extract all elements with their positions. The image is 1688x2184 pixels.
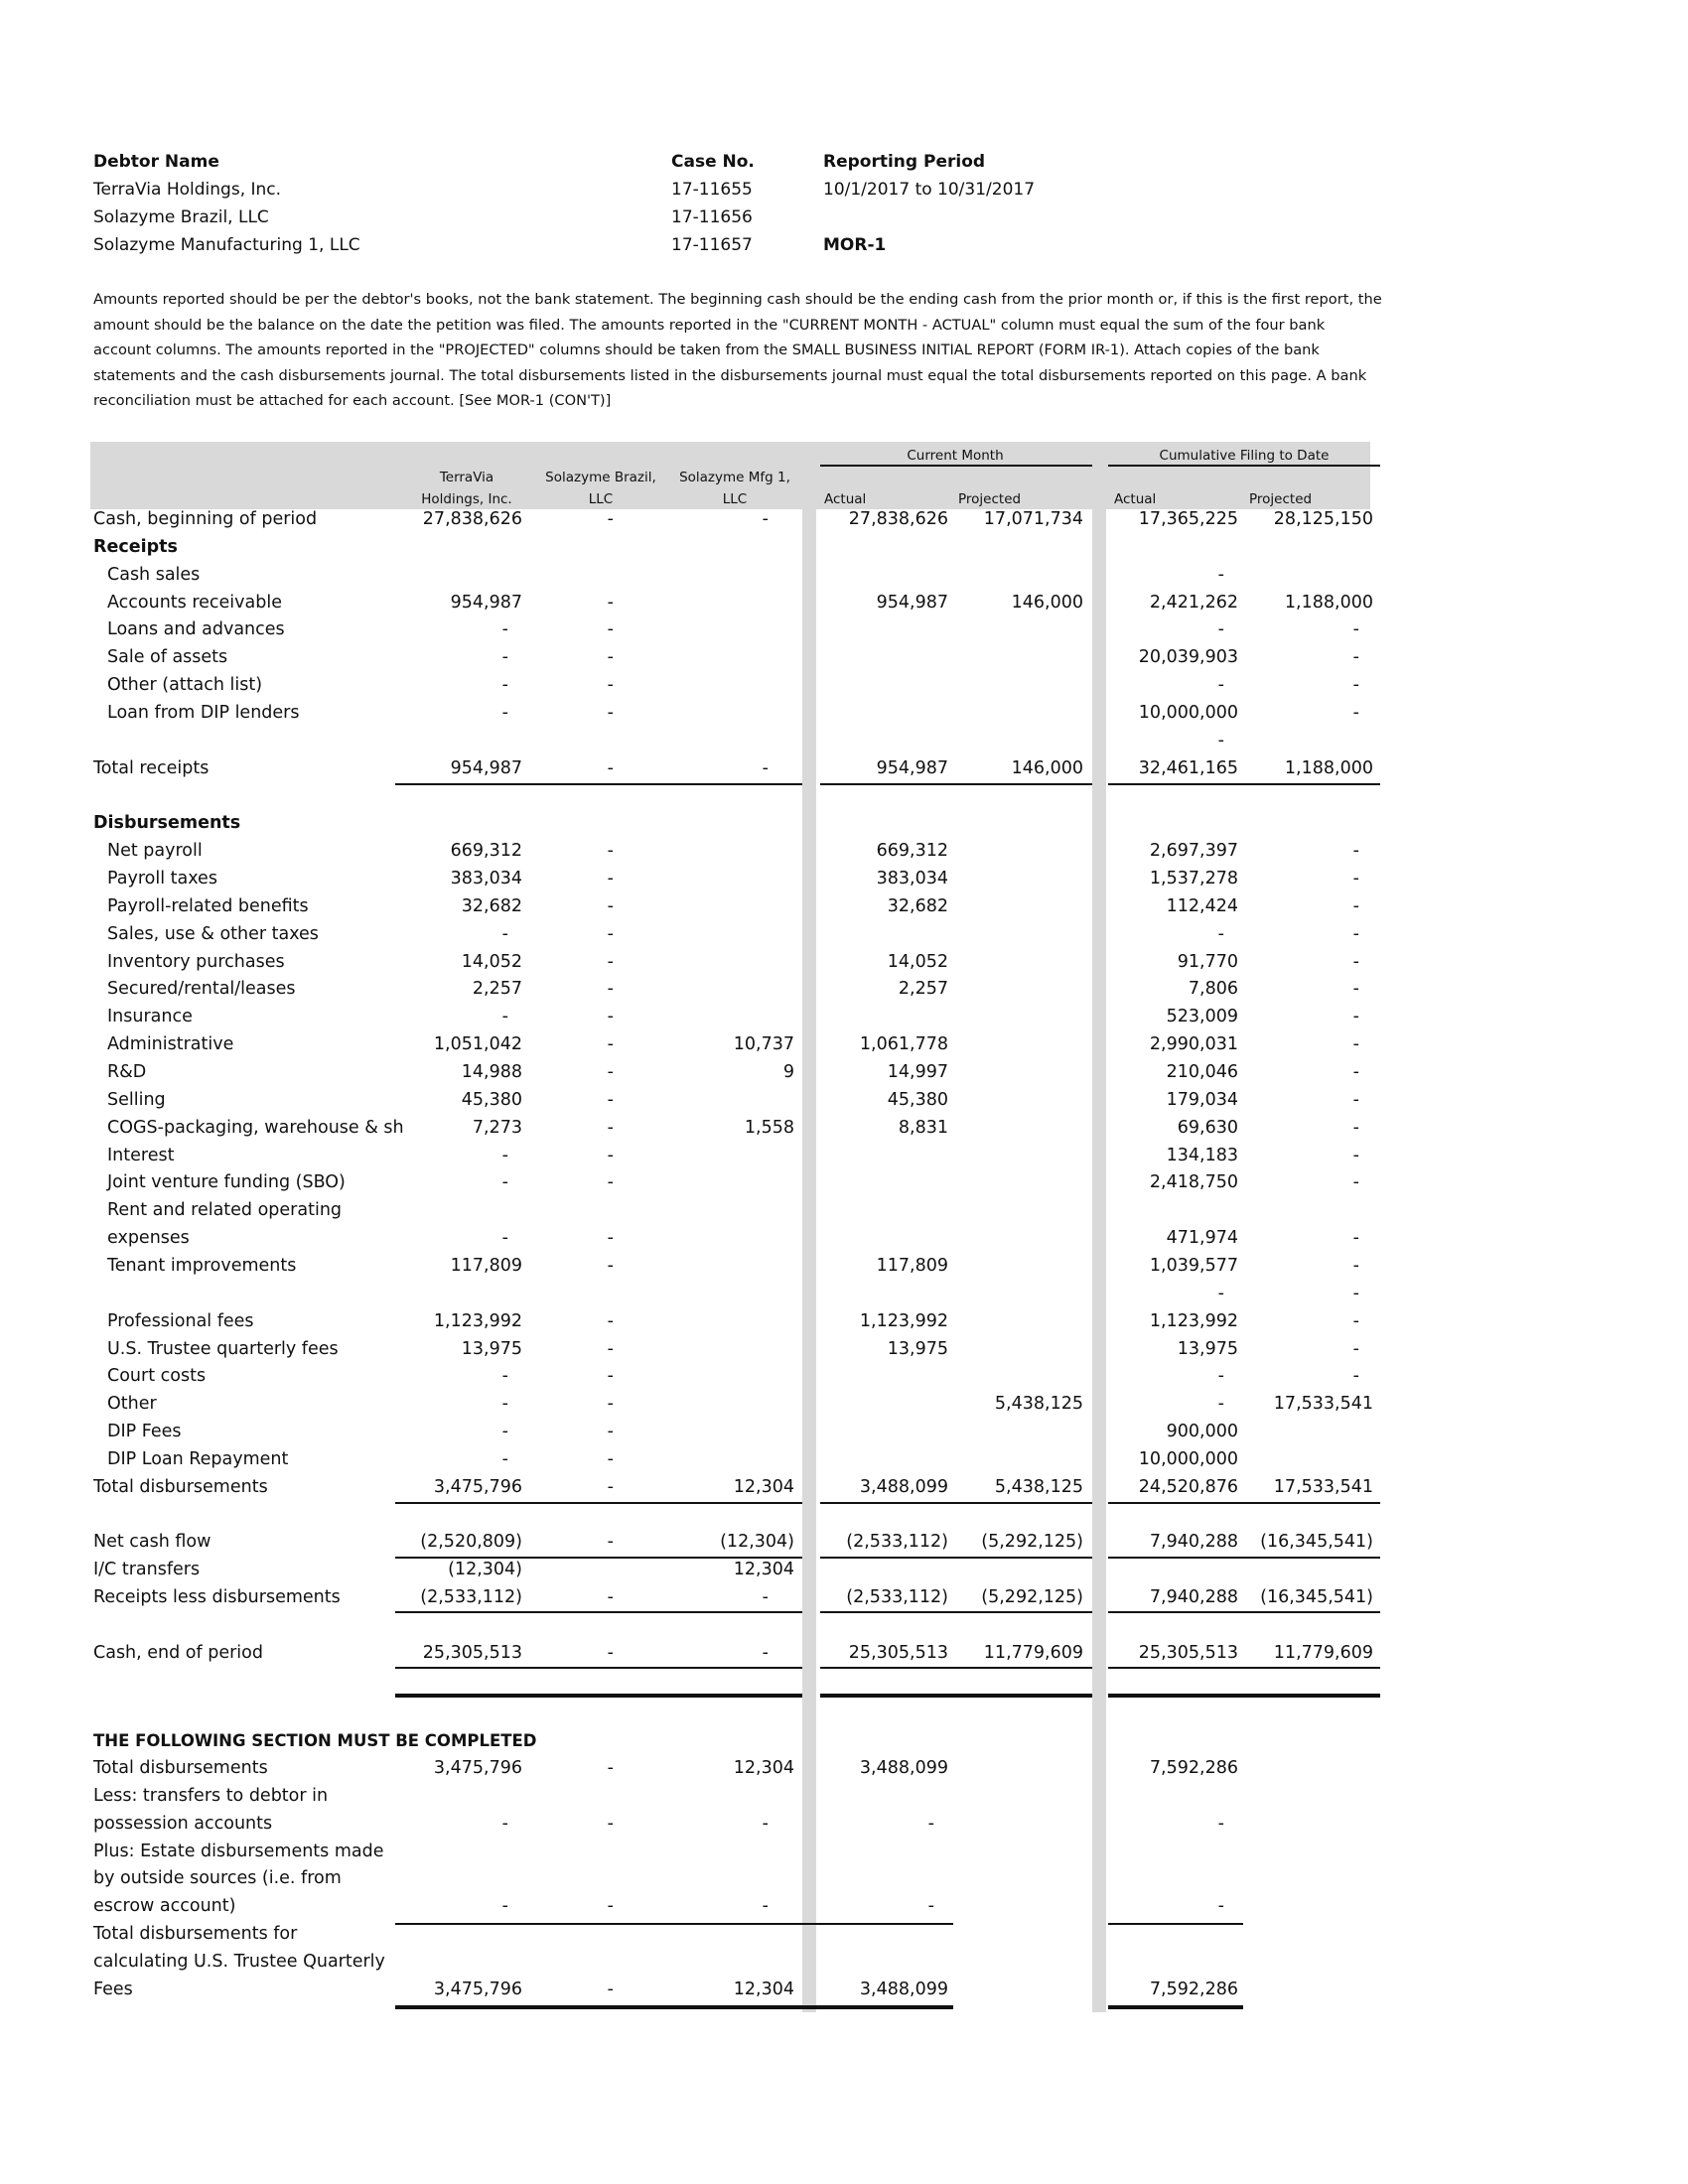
table-cell: - bbox=[607, 757, 614, 778]
row-label: Joint venture funding (SBO) bbox=[107, 1172, 346, 1193]
table-cell: 17,071,734 bbox=[983, 509, 1083, 529]
rule-line bbox=[1108, 2005, 1243, 2009]
row-label: Other (attach list) bbox=[107, 675, 263, 696]
table-cell: - bbox=[607, 1172, 614, 1193]
table-cell: - bbox=[501, 923, 508, 944]
table-cell: - bbox=[1352, 702, 1359, 723]
table-cell: - bbox=[1217, 564, 1224, 585]
row-label: Fees bbox=[93, 1979, 133, 1999]
table-cell: (12,304) bbox=[448, 1560, 522, 1580]
table-cell: - bbox=[1217, 1813, 1224, 1834]
table-cell: - bbox=[607, 1896, 614, 1917]
table-cell: - bbox=[607, 1448, 614, 1469]
table-cell: 954,987 bbox=[450, 757, 522, 778]
table-cell: 1,061,778 bbox=[859, 1034, 948, 1055]
current-month-header: Current Month bbox=[907, 448, 1004, 464]
rule-line bbox=[1108, 1694, 1380, 1698]
table-cell: 112,424 bbox=[1166, 895, 1238, 916]
table-cell: - bbox=[501, 702, 508, 723]
table-cell: - bbox=[501, 619, 508, 640]
row-label: Total receipts bbox=[93, 757, 210, 778]
debtor-name: TerraVia Holdings, Inc. bbox=[93, 180, 282, 200]
table-cell: 3,475,796 bbox=[433, 1476, 522, 1497]
table-cell: 117,809 bbox=[876, 1255, 948, 1276]
table-cell: - bbox=[607, 951, 614, 972]
table-cell: 2,418,750 bbox=[1149, 1172, 1238, 1193]
table-cell: 91,770 bbox=[1177, 951, 1238, 972]
table-cell: - bbox=[762, 1587, 769, 1608]
reporting-period: 10/1/2017 to 10/31/2017 bbox=[823, 180, 1036, 200]
table-cell: - bbox=[607, 1310, 614, 1331]
table-cell: - bbox=[607, 979, 614, 1000]
row-label: by outside sources (i.e. from bbox=[93, 1868, 342, 1889]
row-label: Total disbursements for bbox=[93, 1924, 298, 1945]
table-cell: 1,051,042 bbox=[433, 1034, 522, 1055]
table-cell: 146,000 bbox=[1011, 592, 1083, 613]
table-cell: 25,305,513 bbox=[422, 1642, 522, 1663]
table-cell: - bbox=[607, 1007, 614, 1027]
table-cell: (2,533,112) bbox=[846, 1587, 948, 1608]
row-label: R&D bbox=[107, 1062, 147, 1082]
row-label: DIP Loan Repayment bbox=[107, 1448, 289, 1469]
table-cell: 13,975 bbox=[887, 1338, 948, 1359]
table-cell: - bbox=[501, 1448, 508, 1469]
case-number: 17-11656 bbox=[671, 207, 753, 227]
table-cell: - bbox=[607, 1394, 614, 1415]
table-cell: 9 bbox=[782, 1062, 794, 1082]
table-cell: - bbox=[1352, 619, 1359, 640]
table-cell: 25,305,513 bbox=[1138, 1642, 1238, 1663]
cumulative-header: Cumulative Filing to Date bbox=[1159, 448, 1330, 464]
row-label: calculating U.S. Trustee Quarterly bbox=[93, 1951, 385, 1972]
table-cell: - bbox=[501, 1366, 508, 1387]
rule-line bbox=[1108, 1557, 1380, 1559]
rule-line bbox=[1108, 783, 1380, 785]
table-cell: 5,438,125 bbox=[994, 1394, 1083, 1415]
table-cell: 14,052 bbox=[461, 951, 522, 972]
table-cell: - bbox=[607, 1366, 614, 1387]
table-cell: 669,312 bbox=[876, 841, 948, 862]
table-cell: 7,592,286 bbox=[1149, 1758, 1238, 1778]
rule-line bbox=[820, 783, 1092, 785]
table-cell: - bbox=[1352, 1089, 1359, 1110]
rule-line bbox=[395, 1667, 802, 1669]
table-cell: 134,183 bbox=[1166, 1145, 1238, 1165]
table-cell: 17,533,541 bbox=[1273, 1394, 1373, 1415]
table-cell: - bbox=[1352, 869, 1359, 889]
table-cell: - bbox=[1352, 1366, 1359, 1387]
table-cell: 10,000,000 bbox=[1138, 1448, 1238, 1469]
rule-line bbox=[395, 1694, 802, 1698]
table-cell: - bbox=[607, 509, 614, 529]
row-label: Tenant improvements bbox=[107, 1255, 297, 1276]
table-cell: 3,488,099 bbox=[859, 1979, 948, 1999]
table-cell: - bbox=[1352, 1338, 1359, 1359]
table-cell: - bbox=[607, 647, 614, 668]
table-cell: (2,533,112) bbox=[846, 1532, 948, 1553]
rule-line bbox=[395, 1502, 802, 1504]
table-cell: 8,831 bbox=[898, 1117, 948, 1138]
table-cell: 954,987 bbox=[450, 592, 522, 613]
table-cell: - bbox=[501, 1896, 508, 1917]
table-cell: - bbox=[607, 675, 614, 696]
table-cell: - bbox=[501, 1145, 508, 1165]
table-cell: 117,809 bbox=[450, 1255, 522, 1276]
col-cm-actual-header: Actual bbox=[824, 491, 867, 507]
row-label: Net payroll bbox=[107, 841, 203, 862]
table-cell: 17,533,541 bbox=[1273, 1476, 1373, 1497]
row-label: Rent and related operating bbox=[107, 1200, 343, 1221]
table-cell: - bbox=[927, 1813, 934, 1834]
table-cell: - bbox=[1217, 923, 1224, 944]
table-cell: 179,034 bbox=[1166, 1089, 1238, 1110]
table-cell: - bbox=[501, 1422, 508, 1442]
table-cell: 27,838,626 bbox=[848, 509, 948, 529]
section2-title: THE FOLLOWING SECTION MUST BE COMPLETED bbox=[93, 1731, 537, 1750]
table-cell: 3,475,796 bbox=[433, 1979, 522, 1999]
rule-line bbox=[1108, 1611, 1380, 1613]
table-cell: 14,052 bbox=[887, 951, 948, 972]
rule-line bbox=[395, 1557, 802, 1559]
table-cell: - bbox=[607, 1758, 614, 1778]
rule-line bbox=[395, 2005, 953, 2009]
table-cell: 2,421,262 bbox=[1149, 592, 1238, 613]
row-label: Disbursements bbox=[93, 813, 241, 834]
table-cell: - bbox=[1352, 1310, 1359, 1331]
table-cell: 3,488,099 bbox=[859, 1476, 948, 1497]
row-label: Net cash flow bbox=[93, 1532, 211, 1553]
table-cell: (12,304) bbox=[720, 1532, 794, 1553]
table-cell: 669,312 bbox=[450, 841, 522, 862]
table-cell: (16,345,541) bbox=[1260, 1587, 1373, 1608]
table-cell: - bbox=[1217, 619, 1224, 640]
table-cell: 3,475,796 bbox=[433, 1758, 522, 1778]
table-cell: - bbox=[1217, 1283, 1224, 1303]
debtor-name-label: Debtor Name bbox=[93, 152, 219, 172]
table-cell: - bbox=[607, 1422, 614, 1442]
table-cell: 7,273 bbox=[472, 1117, 522, 1138]
table-cell: - bbox=[607, 592, 614, 613]
col-cum-projected-header: Projected bbox=[1249, 491, 1313, 507]
row-label: Total disbursements bbox=[93, 1476, 268, 1497]
rule-line bbox=[820, 1557, 1092, 1559]
table-cell: 17,365,225 bbox=[1138, 509, 1238, 529]
table-cell: - bbox=[1352, 979, 1359, 1000]
instructions-paragraph: Amounts reported should be per the debtor's books, not the bank statement. The beginning cash should be the ending cash from the prior month or, if this is the first report, the amount should be the balance on the date the petition was filed. The amounts reported in the "CURRENT MONTH - ACTUAL" column must equal the sum of the four bank account columns. The amounts reported in the "PROJECTED" columns should be taken from the SMALL BUSINESS INITIAL REPORT (FORM IR-1). Attach copies of the bank statements and the cash disbursements journal. The total disbursements listed in the disbursements journal must equal the total disbursements reported on this page. A bank reconciliation must be attached for each account. [See MOR-1 (CON'T)] bbox=[93, 291, 1382, 409]
table-cell: 27,838,626 bbox=[422, 509, 522, 529]
table-cell: - bbox=[607, 1089, 614, 1110]
col-cm-projected-header: Projected bbox=[958, 491, 1022, 507]
table-cell: - bbox=[607, 1587, 614, 1608]
table-cell: - bbox=[501, 1172, 508, 1193]
row-label: Receipts bbox=[93, 536, 178, 557]
rule-line bbox=[820, 1667, 1092, 1669]
table-cell: - bbox=[607, 1476, 614, 1497]
table-cell: - bbox=[1352, 647, 1359, 668]
table-cell: - bbox=[607, 1145, 614, 1165]
table-cell: - bbox=[1352, 1117, 1359, 1138]
table-cell: 2,697,397 bbox=[1149, 841, 1238, 862]
table-cell: 1,123,992 bbox=[1149, 1310, 1238, 1331]
table-cell: 12,304 bbox=[733, 1979, 794, 1999]
table-cell: (5,292,125) bbox=[981, 1532, 1083, 1553]
table-cell: - bbox=[607, 1255, 614, 1276]
row-label: Plus: Estate disbursements made bbox=[93, 1841, 384, 1861]
current-month-underline bbox=[820, 465, 1092, 467]
row-label: expenses bbox=[107, 1228, 190, 1249]
table-cell: (2,520,809) bbox=[420, 1532, 522, 1553]
row-label: I/C transfers bbox=[93, 1560, 201, 1580]
table-cell: 7,592,286 bbox=[1149, 1979, 1238, 1999]
row-label: Payroll-related benefits bbox=[107, 895, 309, 916]
row-label: Sale of assets bbox=[107, 647, 228, 668]
reporting-period-label: Reporting Period bbox=[823, 152, 986, 172]
table-cell: - bbox=[1352, 1145, 1359, 1165]
table-cell: - bbox=[607, 869, 614, 889]
table-cell: - bbox=[1352, 1172, 1359, 1193]
table-cell: - bbox=[1217, 1896, 1224, 1917]
table-cell: - bbox=[607, 1228, 614, 1249]
table-cell: 900,000 bbox=[1166, 1422, 1238, 1442]
rule-line bbox=[395, 783, 802, 785]
row-label: Secured/rental/leases bbox=[107, 979, 296, 1000]
table-cell: - bbox=[1352, 1062, 1359, 1082]
table-cell: - bbox=[1352, 923, 1359, 944]
table-cell: (5,292,125) bbox=[981, 1587, 1083, 1608]
table-cell: 2,257 bbox=[472, 979, 522, 1000]
table-cell: - bbox=[501, 1813, 508, 1834]
row-label: Accounts receivable bbox=[107, 592, 282, 613]
table-cell: 14,988 bbox=[461, 1062, 522, 1082]
table-cell: - bbox=[607, 1338, 614, 1359]
table-cell: 2,990,031 bbox=[1149, 1034, 1238, 1055]
table-cell: 7,940,288 bbox=[1149, 1587, 1238, 1608]
row-label: Sales, use & other taxes bbox=[107, 923, 319, 944]
table-cell: 1,537,278 bbox=[1149, 869, 1238, 889]
table-cell: - bbox=[1217, 1366, 1224, 1387]
table-cell: 954,987 bbox=[876, 592, 948, 613]
table-cell: - bbox=[501, 1394, 508, 1415]
table-cell: 383,034 bbox=[450, 869, 522, 889]
table-cell: 2,257 bbox=[898, 979, 948, 1000]
table-cell: - bbox=[607, 841, 614, 862]
table-cell: 12,304 bbox=[733, 1758, 794, 1778]
table-cell: - bbox=[1352, 1228, 1359, 1249]
rule-line bbox=[820, 1694, 1092, 1698]
row-label: DIP Fees bbox=[107, 1422, 182, 1442]
table-cell: - bbox=[607, 619, 614, 640]
table-cell: 10,737 bbox=[733, 1034, 794, 1055]
row-label: possession accounts bbox=[93, 1813, 273, 1834]
table-cell: - bbox=[501, 647, 508, 668]
row-label: Loans and advances bbox=[107, 619, 285, 640]
rule-line bbox=[1108, 1667, 1380, 1669]
table-cell: - bbox=[1217, 1394, 1224, 1415]
row-label: Cash, end of period bbox=[93, 1642, 263, 1663]
table-cell: 28,125,150 bbox=[1273, 509, 1373, 529]
table-cell: - bbox=[501, 1228, 508, 1249]
table-cell: 11,779,609 bbox=[1273, 1642, 1373, 1663]
row-label: Selling bbox=[107, 1089, 166, 1110]
rule-line bbox=[820, 1611, 1092, 1613]
table-cell: 1,188,000 bbox=[1284, 592, 1373, 613]
table-cell: 1,558 bbox=[744, 1117, 794, 1138]
row-label: COGS-packaging, warehouse & sh bbox=[107, 1117, 404, 1138]
table-cell: 471,974 bbox=[1166, 1228, 1238, 1249]
table-cell: 45,380 bbox=[887, 1089, 948, 1110]
table-cell: - bbox=[1352, 951, 1359, 972]
table-cell: - bbox=[607, 702, 614, 723]
table-cell: - bbox=[762, 1896, 769, 1917]
table-cell: 523,009 bbox=[1166, 1007, 1238, 1027]
table-cell: - bbox=[762, 1813, 769, 1834]
case-no-label: Case No. bbox=[671, 152, 755, 172]
table-cell: - bbox=[607, 1034, 614, 1055]
table-cell: 13,975 bbox=[1177, 1338, 1238, 1359]
rule-line bbox=[820, 1502, 1092, 1504]
col-brazil-header: Solazyme Brazil, LLC bbox=[545, 470, 656, 507]
table-cell: 146,000 bbox=[1011, 757, 1083, 778]
rule-line bbox=[1108, 1923, 1243, 1925]
table-cell: 1,123,992 bbox=[433, 1310, 522, 1331]
table-cell: - bbox=[1352, 1255, 1359, 1276]
col-terravia-header: TerraVia Holdings, Inc. bbox=[421, 470, 512, 507]
table-cell: 1,039,577 bbox=[1149, 1255, 1238, 1276]
col-cum-actual-header: Actual bbox=[1114, 491, 1157, 507]
table-cell: 20,039,903 bbox=[1138, 647, 1238, 668]
table-cell: (16,345,541) bbox=[1260, 1532, 1373, 1553]
table-cell: 7,940,288 bbox=[1149, 1532, 1238, 1553]
table-cell: 32,461,165 bbox=[1138, 757, 1238, 778]
table-cell: 10,000,000 bbox=[1138, 702, 1238, 723]
table-cell: - bbox=[1352, 1034, 1359, 1055]
row-label: Cash sales bbox=[107, 564, 201, 585]
table-cell: 13,975 bbox=[461, 1338, 522, 1359]
row-label: Cash, beginning of period bbox=[93, 509, 318, 529]
table-cell: - bbox=[607, 923, 614, 944]
row-label: Inventory purchases bbox=[107, 951, 285, 972]
case-number: 17-11657 bbox=[671, 235, 753, 255]
row-label: Court costs bbox=[107, 1366, 207, 1387]
case-number: 17-11655 bbox=[671, 180, 753, 200]
table-cell: - bbox=[1352, 1007, 1359, 1027]
table-cell: 1,188,000 bbox=[1284, 757, 1373, 778]
table-cell: 11,779,609 bbox=[983, 1642, 1083, 1663]
table-cell: - bbox=[607, 1813, 614, 1834]
table-cell: - bbox=[762, 757, 769, 778]
col-mfg-header: Solazyme Mfg 1, LLC bbox=[679, 470, 790, 507]
rule-line bbox=[395, 1923, 953, 1925]
table-cell: - bbox=[607, 1532, 614, 1553]
table-cell: - bbox=[607, 1062, 614, 1082]
row-label: Professional fees bbox=[107, 1310, 254, 1331]
table-cell: 3,488,099 bbox=[859, 1758, 948, 1778]
row-label: escrow account) bbox=[93, 1896, 236, 1917]
table-cell: 69,630 bbox=[1177, 1117, 1238, 1138]
row-label: Interest bbox=[107, 1145, 175, 1165]
table-cell: - bbox=[607, 1642, 614, 1663]
table-cell: - bbox=[1352, 895, 1359, 916]
table-cell: 954,987 bbox=[876, 757, 948, 778]
table-cell: 5,438,125 bbox=[994, 1476, 1083, 1497]
table-cell: - bbox=[501, 1007, 508, 1027]
table-cell: 7,806 bbox=[1188, 979, 1238, 1000]
row-label: Administrative bbox=[107, 1034, 234, 1055]
row-label: Total disbursements bbox=[93, 1758, 268, 1778]
rule-line bbox=[1108, 1502, 1380, 1504]
form-id: MOR-1 bbox=[823, 235, 887, 255]
table-cell: 1,123,992 bbox=[859, 1310, 948, 1331]
table-cell: 383,034 bbox=[876, 869, 948, 889]
debtor-name: Solazyme Brazil, LLC bbox=[93, 207, 269, 227]
table-cell: 45,380 bbox=[461, 1089, 522, 1110]
table-cell: - bbox=[927, 1896, 934, 1917]
table-cell: 12,304 bbox=[733, 1560, 794, 1580]
table-cell: - bbox=[607, 1117, 614, 1138]
table-cell: - bbox=[1352, 675, 1359, 696]
table-cell: 32,682 bbox=[461, 895, 522, 916]
table-cell: - bbox=[607, 1979, 614, 1999]
table-cell: 14,997 bbox=[887, 1062, 948, 1082]
row-label: Loan from DIP lenders bbox=[107, 702, 300, 723]
row-label: Other bbox=[107, 1394, 157, 1415]
table-cell: 210,046 bbox=[1166, 1062, 1238, 1082]
table-cell: (2,533,112) bbox=[420, 1587, 522, 1608]
table-cell: 12,304 bbox=[733, 1476, 794, 1497]
row-label: U.S. Trustee quarterly fees bbox=[107, 1338, 339, 1359]
table-cell: - bbox=[1217, 675, 1224, 696]
table-cell: - bbox=[1352, 1283, 1359, 1303]
table-cell: - bbox=[607, 895, 614, 916]
table-cell: - bbox=[762, 509, 769, 529]
table-cell: - bbox=[1217, 730, 1224, 751]
cumulative-underline bbox=[1108, 465, 1380, 467]
table-cell: 24,520,876 bbox=[1138, 1476, 1238, 1497]
table-cell: - bbox=[1352, 841, 1359, 862]
table-cell: - bbox=[501, 675, 508, 696]
rule-line bbox=[395, 1611, 802, 1613]
row-label: Insurance bbox=[107, 1007, 193, 1027]
table-cell: 32,682 bbox=[887, 895, 948, 916]
debtor-name: Solazyme Manufacturing 1, LLC bbox=[93, 235, 360, 255]
row-label: Payroll taxes bbox=[107, 869, 217, 889]
table-cell: 25,305,513 bbox=[848, 1642, 948, 1663]
table-cell: - bbox=[762, 1642, 769, 1663]
row-label: Less: transfers to debtor in bbox=[93, 1785, 329, 1806]
row-label: Receipts less disbursements bbox=[93, 1587, 341, 1608]
